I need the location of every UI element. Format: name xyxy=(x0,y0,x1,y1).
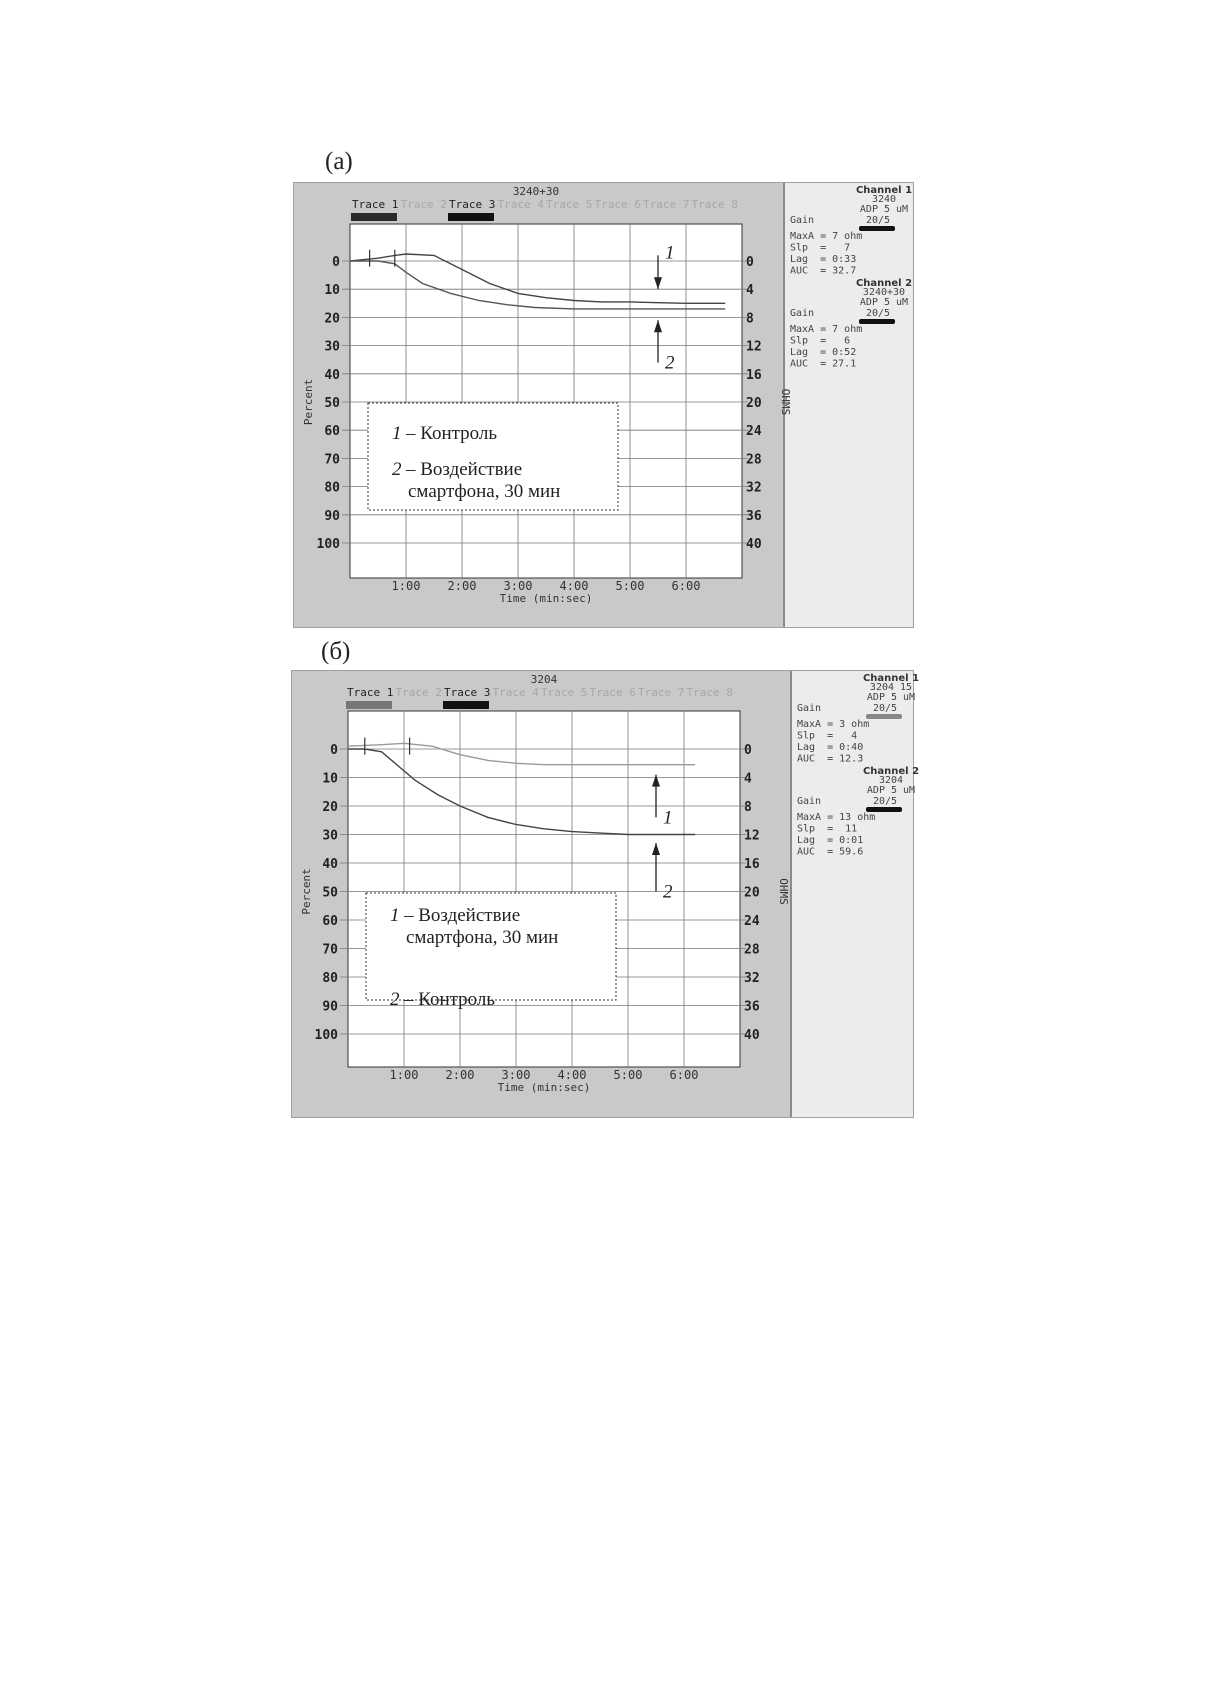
panel-b-letter: (б) xyxy=(321,638,351,665)
trace-swatch-1 xyxy=(351,213,397,221)
y2-tick-label: 32 xyxy=(746,480,762,496)
trace-tab-2: Trace 2 xyxy=(395,686,442,699)
y2-tick-label: 4 xyxy=(744,771,752,787)
y-tick-label: 90 xyxy=(322,999,338,1015)
y2-tick-label: 32 xyxy=(744,971,760,986)
channel-gain-label-2: Gain xyxy=(797,796,822,807)
sample-title: 3204 xyxy=(530,673,558,686)
trace-tab-6: Trace 6 xyxy=(594,198,641,211)
channel-reagent-2: ADP 5 uM xyxy=(859,297,909,308)
legend-text-1: смартфона, 30 мин xyxy=(406,927,559,948)
panel-a xyxy=(293,182,914,628)
channel-gain-swatch-1 xyxy=(859,226,895,231)
trace-tab-5: Trace 5 xyxy=(541,686,588,699)
plot-area xyxy=(350,224,742,578)
x-tick-label: 3:00 xyxy=(501,1068,531,1082)
trace-tab-1: Trace 1 xyxy=(352,198,399,211)
trace-tab-3: Trace 3 xyxy=(449,198,496,211)
channel-stat-2: AUC = 27.1 xyxy=(790,358,857,370)
y2-tick-label: 0 xyxy=(746,255,754,270)
y-tick-label: 60 xyxy=(322,914,338,929)
y2-tick-label: 0 xyxy=(744,743,752,758)
y2-tick-label: 12 xyxy=(746,339,762,355)
y-tick-label: 70 xyxy=(322,942,338,958)
y2-tick-label: 28 xyxy=(744,942,760,958)
arrow-label-2: 2 xyxy=(663,881,673,903)
channel-gain-label-1: Gain xyxy=(797,703,822,714)
x-axis-title: Time (min:sec) xyxy=(497,1081,591,1094)
y-tick-label: 30 xyxy=(322,828,338,844)
x-tick-label: 3:00 xyxy=(503,579,533,593)
y-tick-label: 20 xyxy=(324,311,340,327)
y-tick-label: 0 xyxy=(332,255,340,270)
y-axis-title: Percent xyxy=(302,378,315,426)
channel-gain-label-1: Gain xyxy=(790,215,815,226)
arrow-label-1: 1 xyxy=(665,242,675,264)
y-tick-label: 70 xyxy=(324,452,340,468)
trace-tab-4: Trace 4 xyxy=(492,686,539,699)
x-tick-label: 1:00 xyxy=(391,579,421,593)
y2-tick-label: 36 xyxy=(746,508,762,524)
y-tick-label: 10 xyxy=(324,283,340,299)
channel-title-1: Channel 1 xyxy=(855,185,913,196)
channel-stat-1: Lag = 0:40 xyxy=(797,742,864,753)
trace-swatch-1 xyxy=(346,701,392,709)
legend-number-2: 2 xyxy=(390,989,400,1010)
y2-tick-label: 36 xyxy=(744,999,760,1015)
trace-tab-6: Trace 6 xyxy=(589,686,636,699)
channel-reagent-1: ADP 5 uM xyxy=(859,204,909,215)
y2-tick-label: 16 xyxy=(746,367,762,383)
y-tick-label: 90 xyxy=(324,508,340,524)
y2-tick-label: 40 xyxy=(744,1028,760,1043)
y-tick-label: 100 xyxy=(314,1028,338,1043)
channel-gain-swatch-1 xyxy=(866,714,902,719)
channel-title-2: Channel 2 xyxy=(862,766,920,777)
y-tick-label: 60 xyxy=(324,424,340,440)
channel-reagent-1: ADP 5 uM xyxy=(866,692,916,703)
panel-a-letter: (а) xyxy=(325,148,353,175)
y-tick-label: 50 xyxy=(322,885,338,901)
x-tick-label: 2:00 xyxy=(445,1068,475,1082)
trace-tab-2: Trace 2 xyxy=(400,198,447,211)
y2-axis-title: OHMS xyxy=(779,388,792,416)
x-axis-title: Time (min:sec) xyxy=(499,592,593,605)
y2-tick-label: 20 xyxy=(746,396,762,411)
channel-stat-1: Lag = 0:33 xyxy=(790,254,857,265)
y-tick-label: 50 xyxy=(324,396,340,411)
channel-stat-2: Slp = 6 xyxy=(790,335,851,347)
legend-text-2: – Воздействие xyxy=(406,459,523,480)
x-tick-label: 4:00 xyxy=(559,579,589,593)
trace-swatch-3 xyxy=(443,701,489,709)
trace-tab-8: Trace 8 xyxy=(686,686,733,699)
channel-gain-value-1: 20/5 xyxy=(866,215,891,226)
y2-tick-label: 28 xyxy=(746,452,762,468)
y2-tick-label: 8 xyxy=(744,800,752,815)
channel-gain-label-2: Gain xyxy=(790,308,815,319)
channel-stat-1: Slp = 4 xyxy=(797,730,858,742)
y2-tick-label: 20 xyxy=(744,885,760,901)
channel-gain-value-1: 20/5 xyxy=(873,703,898,714)
x-tick-label: 1:00 xyxy=(389,1068,419,1082)
x-tick-label: 2:00 xyxy=(447,579,477,593)
y-tick-label: 80 xyxy=(324,480,340,496)
panel-b xyxy=(291,670,920,1118)
channel-stat-2: Lag = 0:52 xyxy=(790,347,857,358)
y2-tick-label: 8 xyxy=(746,311,754,327)
channel-stat-2: MaxA = 13 ohm xyxy=(797,812,876,823)
channel-sample-2: 3204 xyxy=(878,775,904,786)
y2-tick-label: 16 xyxy=(744,857,760,872)
legend-text-1: – Контроль xyxy=(406,423,498,444)
x-tick-label: 4:00 xyxy=(557,1068,587,1082)
channel-stat-2: AUC = 59.6 xyxy=(797,846,864,858)
arrow-label-1: 1 xyxy=(663,807,673,829)
trace-tab-7: Trace 7 xyxy=(643,198,690,211)
trace-swatch-3 xyxy=(448,213,494,221)
channel-stat-2: Slp = 11 xyxy=(797,823,858,835)
y2-axis-title: OHMS xyxy=(777,878,790,905)
channel-title-1: Channel 1 xyxy=(862,673,920,684)
chart-a-svg xyxy=(294,183,913,627)
channel-stat-1: Slp = 7 xyxy=(790,242,851,254)
y2-tick-label: 24 xyxy=(746,424,762,440)
channel-stat-1: MaxA = 3 ohm xyxy=(797,719,870,730)
legend-number-1: 1 xyxy=(390,905,400,926)
channel-sample-1: 3240 xyxy=(871,194,897,205)
legend-text-2: смартфона, 30 мин xyxy=(408,481,561,502)
legend-number-1: 1 xyxy=(392,423,402,444)
y2-tick-label: 4 xyxy=(746,283,754,299)
channel-sample-1: 3204 15 xyxy=(869,682,913,693)
y-tick-label: 80 xyxy=(322,971,338,986)
y-tick-label: 40 xyxy=(322,857,338,872)
y2-tick-label: 24 xyxy=(744,914,760,929)
channel-stat-2: MaxA = 7 ohm xyxy=(790,324,863,335)
channel-stat-2: Lag = 0:01 xyxy=(797,835,864,846)
trace-tab-3: Trace 3 xyxy=(444,686,491,699)
legend-text-1: – Воздействие xyxy=(404,905,521,926)
sample-title: 3240+30 xyxy=(512,185,560,198)
trace-tab-1: Trace 1 xyxy=(347,686,394,699)
y2-tick-label: 12 xyxy=(744,828,760,844)
y-tick-label: 40 xyxy=(324,367,340,383)
y-tick-label: 100 xyxy=(316,537,340,552)
channel-stat-1: MaxA = 7 ohm xyxy=(790,231,863,242)
y-tick-label: 0 xyxy=(330,743,338,758)
x-tick-label: 6:00 xyxy=(669,1068,699,1082)
trace-tab-4: Trace 4 xyxy=(497,198,544,211)
channel-stat-1: AUC = 32.7 xyxy=(790,265,857,277)
channel-sample-2: 3240+30 xyxy=(862,287,906,298)
y-tick-label: 20 xyxy=(322,800,338,815)
trace-tab-8: Trace 8 xyxy=(691,198,738,211)
y2-tick-label: 40 xyxy=(746,537,762,552)
x-tick-label: 6:00 xyxy=(671,579,701,593)
trace-tab-5: Trace 5 xyxy=(546,198,593,211)
channel-reagent-2: ADP 5 uM xyxy=(866,785,916,796)
chart-b-svg xyxy=(292,671,920,1117)
x-tick-label: 5:00 xyxy=(615,579,645,593)
legend-number-2: 2 xyxy=(392,459,402,480)
arrow-label-2: 2 xyxy=(665,352,675,374)
y-tick-label: 30 xyxy=(324,339,340,355)
legend-text-2: – Контроль xyxy=(404,989,496,1010)
channel-stat-1: AUC = 12.3 xyxy=(797,753,864,765)
channel-gain-swatch-2 xyxy=(859,319,895,324)
x-tick-label: 5:00 xyxy=(613,1068,643,1082)
y-axis-title: Percent xyxy=(300,868,313,915)
trace-tab-7: Trace 7 xyxy=(638,686,685,699)
channel-gain-value-2: 20/5 xyxy=(873,796,898,807)
channel-gain-value-2: 20/5 xyxy=(866,308,891,319)
y-tick-label: 10 xyxy=(322,771,338,787)
channel-title-2: Channel 2 xyxy=(855,278,913,289)
